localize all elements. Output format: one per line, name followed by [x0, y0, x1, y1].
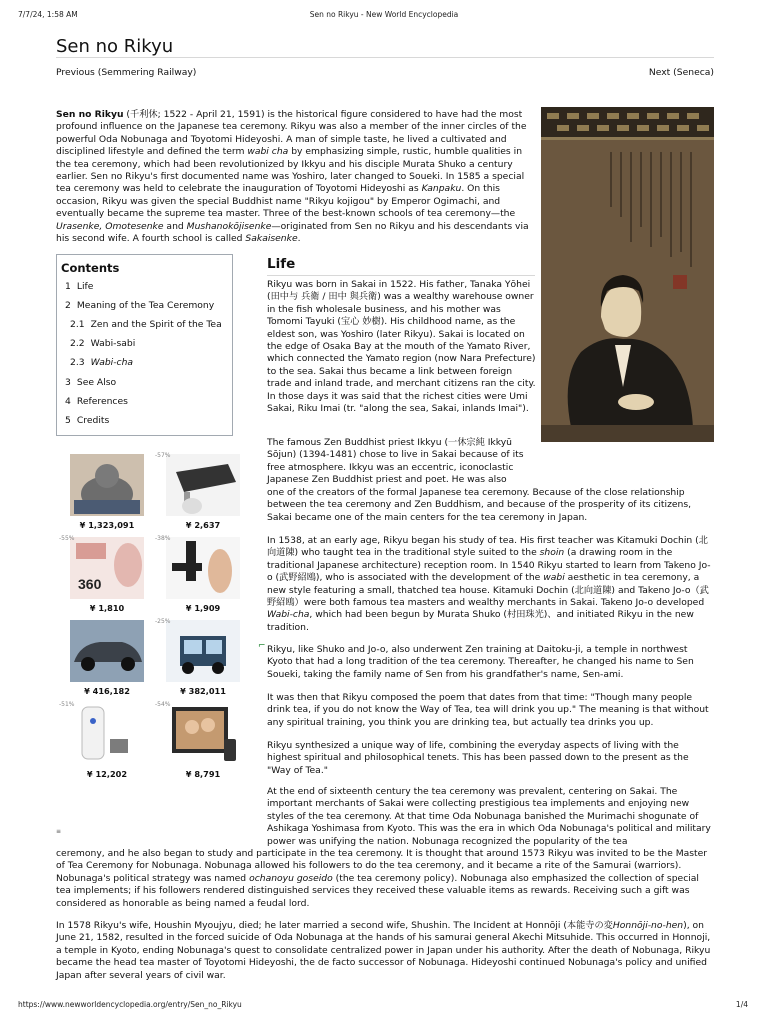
laptop-tray-icon [166, 454, 240, 516]
toc-item-label: Credits [76, 415, 110, 426]
print-url: https://www.newworldencyclopedia.org/entry/Sen_no_Rikyu [18, 1000, 242, 1009]
ad-product-card[interactable] [59, 701, 152, 781]
beauty-device-icon [70, 537, 144, 599]
intro-paragraph: Sen no Rikyu (千利休; 1522 - April 21, 1591) is the historical figure considered to have had the most profound influence on the Japanese tea ceremony. Rikyu was also a member of the inner circles of the powerful Oda Nobunaga and Toyotomi Hideyoshi. A man of simple taste, he lived a cultivated and disciplined lifestyle and defined the term wabi cha by emphasizing simple, rustic, humble qualities in the tea ceremony, which had been revolutionized by Ikkyu and his disciple Murata Shuko a century earlier. Sen no Rikyu's first documented name was Yoshiro, later changed to Soueki. In 1585 a special tea ceremony was held to celebrate the inauguration of Toyotomi Hideyoshi as Kanpaku. On this occasion, Rikyu was given the special Buddhist name "Rikyu kojigou" by Emperor Ogimachi, and eventually became the supreme tea master. Three of the best-known schools of tea ceremony—the Urasenke, Omotesenke and Mushanokōjisenke—originated from Sen no Rikyu and his descendants via his second wife. A fourth school is called Sakaisenke. [56, 109, 529, 245]
life-paragraph-4: Rikyu, like Shuko and Jo-o, also underwent Zen training at Daitoku-ji, a temple in northwest Kyoto that had a long tradition of the tea ceremony. Thereafter, he changed his name to Sen Soueki, taking the family name of Sen from his grandfather's name, Sen-ami. [267, 644, 694, 680]
ad-price: ¥ 2,637 [185, 520, 221, 530]
car-icon [70, 620, 144, 682]
print-footer [0, 1000, 768, 1014]
toc-item-number: 2.1 [70, 319, 85, 330]
discount-badge: -54% [155, 701, 171, 708]
ad-product-card[interactable] [59, 535, 152, 615]
mini-vehicle-icon [166, 620, 240, 682]
discount-badge: -51% [59, 701, 75, 708]
ad-price: ¥ 1,323,091 [79, 520, 135, 530]
window-robot-icon [70, 703, 144, 765]
ad-product-card[interactable] [155, 452, 248, 532]
toc-item-label: Zen and the Spirit of the Tea [90, 319, 222, 330]
toc-item-label: Life [76, 281, 94, 292]
life-paragraph-2-end: one of the creators of the formal Japanese tea ceremony. Because of the close relationship between the tea ceremony and Zen Buddhism, and because of the prosperity of its citizens, Sakai became one of the main centers for the tea ceremony in Japan. [267, 487, 692, 523]
toc-title: Contents [61, 261, 120, 275]
ad-price: ¥ 8,791 [185, 769, 221, 779]
discount-badge: -38% [155, 535, 171, 542]
print-datetime: 7/7/24, 1:58 AM [18, 10, 78, 19]
photo-frame-icon [166, 703, 240, 765]
toc-item-number: 2.2 [70, 338, 85, 349]
ad-price: ¥ 416,182 [84, 686, 130, 696]
portrait-painting-icon [541, 107, 714, 442]
toc-item[interactable] [65, 415, 109, 426]
life-paragraph-2-start: The famous Zen Buddhist priest Ikkyu (一休宗純 Ikkyū Sōjun) (1394-1481) chose to live in Sakai because of its free atmosphere. Ikkyu was an eccentric, iconoclastic Japanese Zen Buddhist priest and poet. He was also [267, 437, 524, 486]
discount-badge: -25% [155, 618, 171, 625]
toc-item-label: Wabi-cha [90, 357, 134, 368]
plush-toy-icon [70, 454, 144, 516]
title-divider [56, 57, 714, 58]
toc-item[interactable] [70, 338, 135, 349]
advertisement-grid[interactable] [56, 452, 254, 786]
print-doc-title: Sen no Rikyu - New World Encyclopedia [309, 10, 459, 19]
life-paragraph-1: Rikyu was born in Sakai in 1522. His father, Tanaka Yōhei (田中与 兵衛 / 田中 與兵衛) was a wealthy warehouse owner in the fish wholesale business, and his mother was Tomomi Tayuki (宝心 妙樹). His childhood name, as the eldest son, was Yoshiro (later Rikyu). Sakai is located on the edge of Osaka Bay at the mouth of the Yamato River, which connected the Yamato region (now Nara Prefecture) to the sea. Sakai thus became a link between foreign trade and inland trade, and merchant citizens ran the city. In those days it was said that the richest cities were Umi Sakai, Riku Imai (tr. "along the sea, Sakai, inlands Imai"). [267, 279, 536, 415]
next-article-link[interactable]: Next (Seneca) [648, 67, 714, 78]
rikyu-portrait-image[interactable] [541, 107, 714, 442]
ad-product-card[interactable] [155, 701, 248, 781]
toc-item[interactable] [65, 377, 116, 388]
discount-badge: -57% [155, 452, 171, 459]
ad-menu-icon[interactable]: ≡ [56, 828, 62, 835]
toc-item[interactable] [70, 357, 133, 368]
print-header [0, 10, 768, 24]
section-divider [267, 275, 535, 276]
toc-item-number: 1 [65, 281, 71, 292]
ad-price: ¥ 12,202 [86, 769, 128, 779]
toc-item[interactable] [65, 396, 128, 407]
ad-price: ¥ 382,011 [180, 686, 226, 696]
checkmark-icon: ⌐ [258, 641, 266, 651]
ad-product-card[interactable] [62, 618, 152, 698]
ad-product-card[interactable] [155, 618, 248, 698]
print-page-number: 1/4 [735, 1000, 748, 1009]
toc-item[interactable] [65, 281, 93, 292]
section-heading-life: Life [267, 256, 296, 272]
toc-item-number: 3 [65, 377, 71, 388]
life-paragraph-8: In 1578 Rikyu's wife, Houshin Myoujyu, died; he later married a second wife, Shushin. The Incident at Honnōji (本能寺の変Honnōji-no-hen), on June 21, 1582, resulted in the forced suicide of Oda Nobunaga at the hands of his samurai general Akechi Mitsuhide. This occurred in Honnoji, a temple in Kyoto, ending Nobunaga's quest to consolidate centralized power in Japan under his authority. After the death of Nobunaga, Rikyu became the head tea master of Toyotomi Hideyoshi, the de facto successor of Nobunaga. Hideyoshi continued Nobunaga's policy and unified Japan after several years of civil war. [56, 920, 711, 981]
toc-item[interactable] [65, 300, 214, 311]
ad-product-card[interactable] [155, 535, 248, 615]
svg-text:360: 360 [78, 576, 102, 592]
table-of-contents [56, 254, 233, 436]
life-paragraph-6: Rikyu synthesized a unique way of life, combining the everyday aspects of living with the highest spiritual and philosophical tenets. This has been passed down to the present as the "Way of Tea." [267, 740, 689, 776]
life-paragraph-7-start: At the end of sixteenth century the tea ceremony was prevalent, centering on Sakai. The important merchants of Sakai were collecting prestigious tea implements and enjoying new styles of the tea ceremony. At that time Oda Nobunaga banished the Murimachi shogunate of Ashikaga Yoshimasa from Kyoto. This was the era in which Oda Nobunaga's political and military power was unifying the nation. Nobunaga recognized the popularity of the tea [267, 786, 711, 847]
toc-item-number: 4 [65, 396, 71, 407]
page-title: Sen no Rikyu [56, 36, 174, 57]
toc-item-number: 2 [65, 300, 71, 311]
life-paragraph-7-end: ceremony, and he also began to study and participate in the tea ceremony. It is thought that around 1573 Rikyu was invited to be the Master of Tea Ceremony for Nobunaga. Nobunaga allowed his followers to do the tea ceremony, and it became a rite of the Samurai (warriors). Nobunaga's political strategy was named ochanoyu goseido (the tea ceremony policy). Nobunaga also emphasized the collection of special tea implements; if his followers rendered distinguished services they received these valuable items as rewards. Receiving such a gift was considered as honorable as being named a feudal lord. [56, 848, 708, 909]
massage-gun-icon [166, 537, 240, 599]
toc-item-number: 5 [65, 415, 71, 426]
ad-product-card[interactable] [62, 452, 152, 532]
toc-item-label: See Also [76, 377, 117, 388]
ad-price: ¥ 1,810 [89, 603, 125, 613]
toc-item-label: Wabi-sabi [90, 338, 136, 349]
toc-item-number: 2.3 [70, 357, 85, 368]
discount-badge: -55% [59, 535, 75, 542]
toc-item-label: References [76, 396, 128, 407]
previous-article-link[interactable]: Previous (Semmering Railway) [56, 67, 197, 78]
toc-item-label: Meaning of the Tea Ceremony [76, 300, 215, 311]
life-paragraph-3: In 1538, at an early age, Rikyu began his study of tea. His first teacher was Kitamuki Dochin (北向道陳) who taught tea in the traditional style suited to the shoin (a drawing room in the traditional Japanese architecture) reception room. In 1540 Rikyu started to learn from Takeno Jo-o (武野紹鴎), who is associated with the development of the wabi aesthetic in tea ceremony, a new style featuring a small, thatched tea house. Kitamuki Dochin (北向道陳) and Takeno Jo-o（武野紹鴎）were both famous tea masters and wealthy merchants in Sakai. Takeno Jo-o developed Wabi-cha, which had been begun by Murata Shuko (村田珠光)、and initiated Rikyu in the new tradition. [267, 535, 711, 633]
ad-price: ¥ 1,909 [185, 603, 221, 613]
life-paragraph-5: It was then that Rikyu composed the poem that dates from that time: "Though many people drink tea, if you do not know the Way of Tea, tea will drink you up." The meaning is that without any spiritual training, you think you are drinking tea, but actually tea drinks you up. [267, 692, 709, 728]
toc-item[interactable] [70, 319, 222, 330]
